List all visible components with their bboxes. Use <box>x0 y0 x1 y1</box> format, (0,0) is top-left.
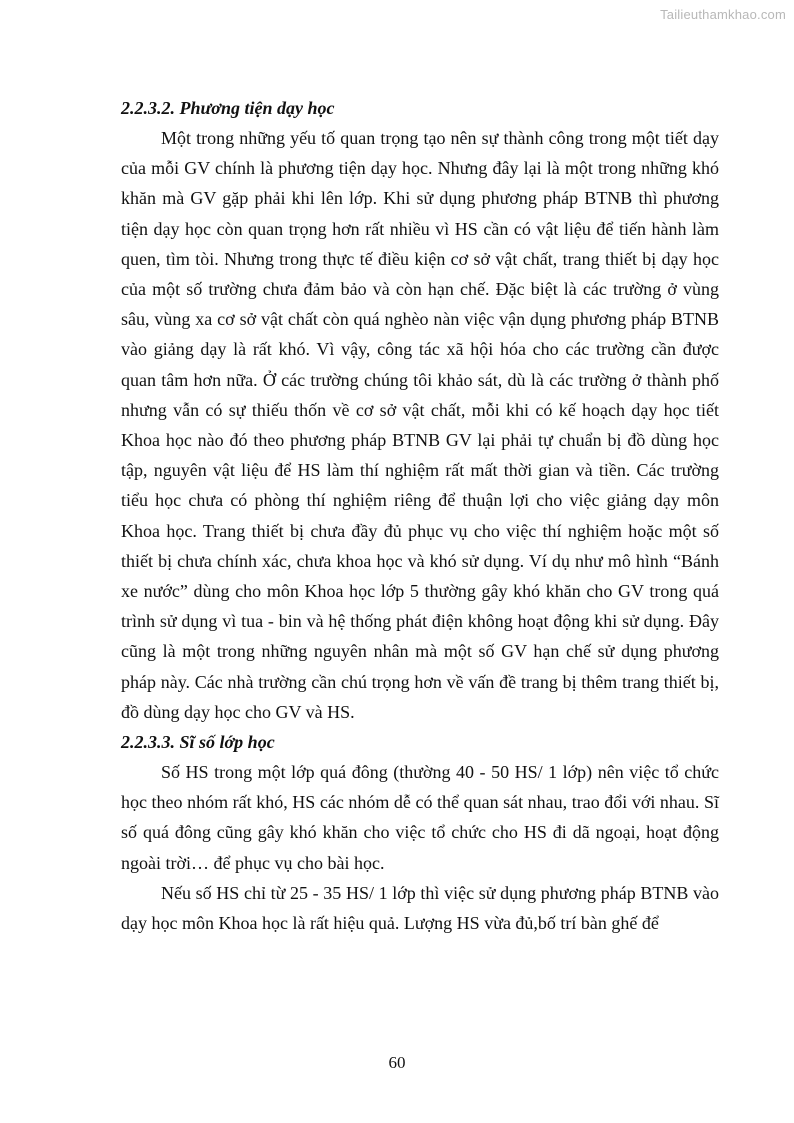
section-heading-si-so: 2.2.3.3. Sĩ số lớp học <box>121 732 275 753</box>
paragraph: Nếu số HS chỉ từ 25 - 35 HS/ 1 lớp thì việc sử dụng phương pháp BTNB vào dạy học môn Khoa học là rất hiệu quả. Lượng HS vừa đủ,bố trí bàn ghế để <box>121 882 719 934</box>
page-number: 60 <box>388 1053 406 1072</box>
document-body <box>121 93 719 938</box>
watermark-text: Tailieuthamkhao.com <box>660 7 786 22</box>
paragraph: Một trong những yếu tố quan trọng tạo nên sự thành công trong một tiết dạy của mỗi GV chính là phương tiện dạy học. Nhưng đây lại là một trong những khó khăn mà GV gặp phải khi lên lớp. Khi sử dụng phương pháp BTNB thì phương tiện dạy học còn quan trọng hơn rất nhiều vì HS cần có vật liệu để tiến hành làm quen, tìm tòi. Nhưng trong thực tế điều kiện cơ sở vật chất, trang thiết bị dạy học của một số trường chưa đảm bảo và còn hạn chế. Đặc biệt là các trường ở vùng sâu, vùng xa cơ sở vật chất còn quá nghèo nàn việc vận dụng phương pháp BTNB vào giảng dạy là rất khó. Vì vậy, công tác xã hội hóa cho các trường cần được quan tâm hơn nữa. Ở các trường chúng tôi khảo sát, dù là các trường ở thành phố nhưng vẫn có sự thiếu thốn về cơ sở vật chất, mỗi khi có kế hoạch dạy học tiết Khoa học nào đó theo phương pháp BTNB GV lại phải tự chuẩn bị đồ dùng học tập, nguyên vật liệu để HS làm thí nghiệm rất mất thời gian và tiền. Các trường tiểu học chưa có phòng thí nghiệm riêng để thuận lợi cho việc giảng dạy môn Khoa học. Trang thiết bị chưa đầy đủ phục vụ cho việc thí nghiệm hoặc một số thiết bị chưa chính xác, chưa khoa học và khó sử dụng. Ví dụ như mô hình “Bánh xe nước” dùng cho môn Khoa học lớp 5 thường gây khó khăn cho GV trong quá trình sử dụng vì tua - bin và hệ thống phát điện không hoạt động khi sử dụng. Đây cũng là một trong những nguyên nhân mà một số GV hạn chế sử dụng phương pháp này. Các nhà trường cần chú trọng hơn về vấn đề trang bị thêm trang thiết bị, đồ dùng dạy học cho GV và HS. <box>121 128 719 722</box>
section-heading-phuong-tien: 2.2.3.2. Phương tiện dạy học <box>121 98 335 118</box>
paragraph: Số HS trong một lớp quá đông (thường 40 - 50 HS/ 1 lớp) nên việc tổ chức học theo nhóm rất khó, HS các nhóm dễ có thể quan sát nhau, trao đổi với nhau. Sĩ số quá đông cũng gây khó khăn cho việc tổ chức cho HS đi dã ngoại, hoạt động ngoài trời… để phục vụ cho bài học. <box>121 762 719 873</box>
